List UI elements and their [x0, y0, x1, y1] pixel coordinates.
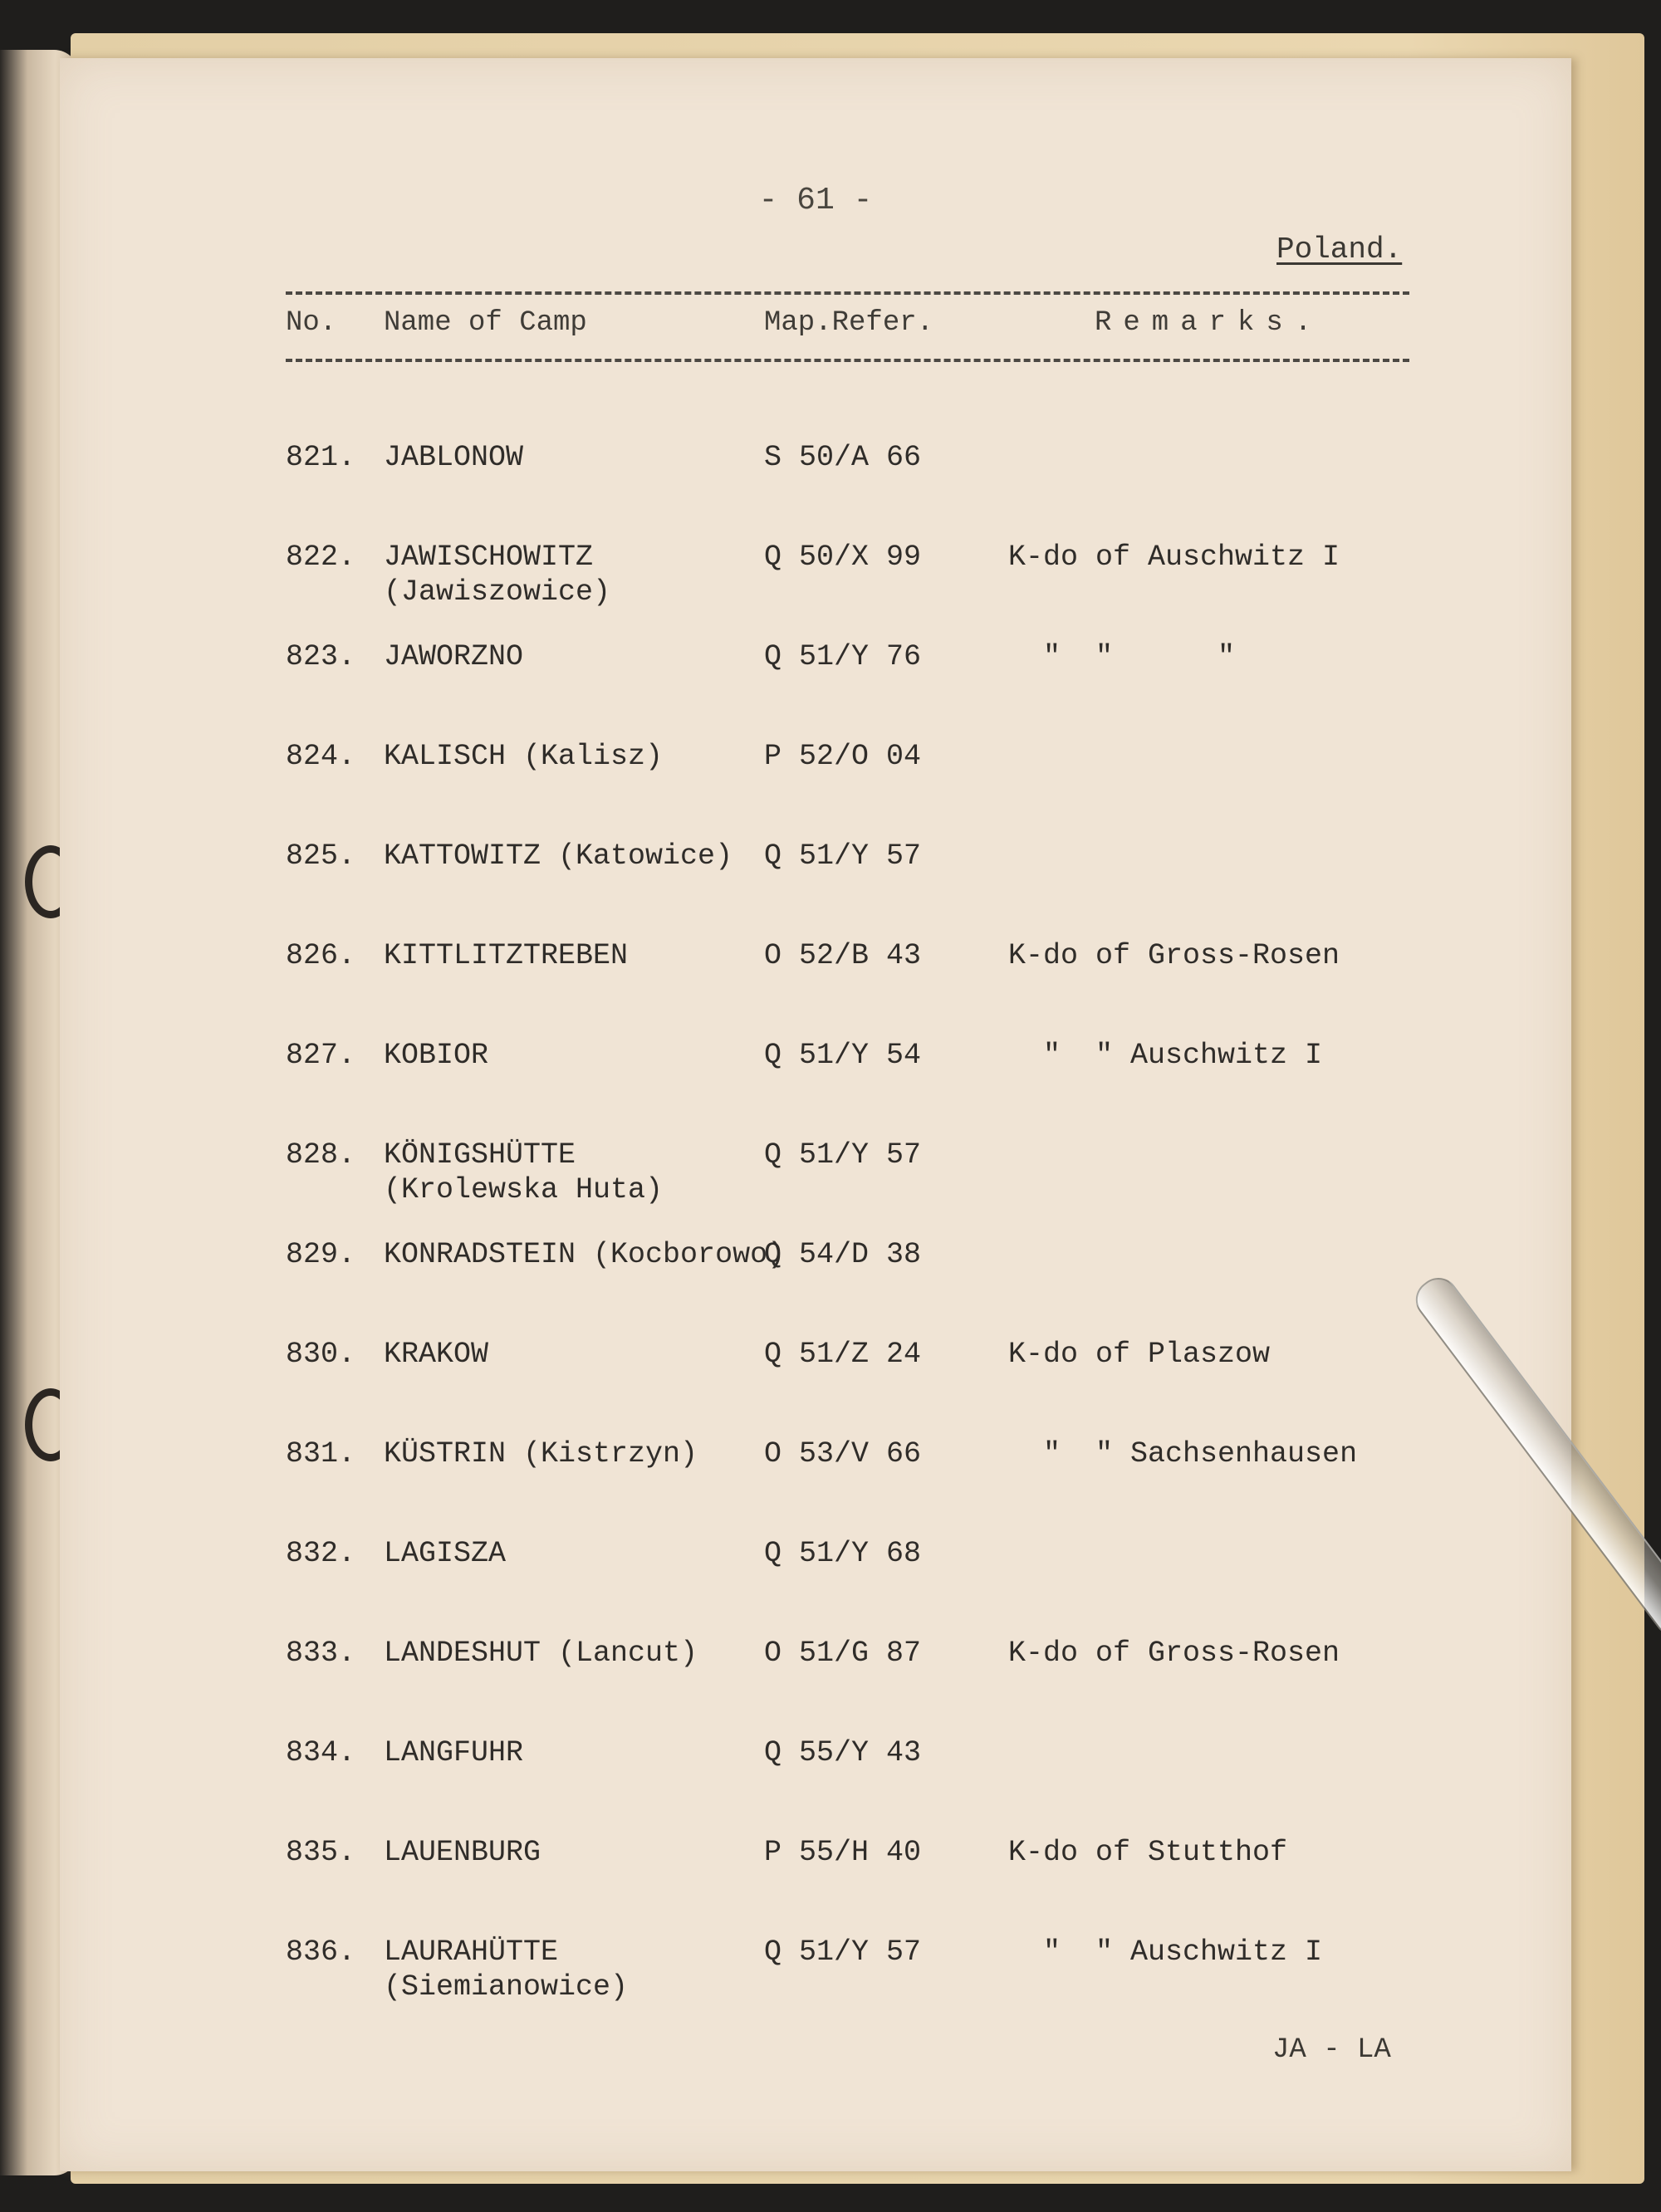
map-reference: Q 51/Z 24 [764, 1338, 922, 1371]
row-number: 830. [286, 1338, 356, 1371]
map-reference: P 52/O 04 [764, 740, 922, 773]
row-number: 836. [286, 1936, 356, 1969]
footer-range-code: JA - LA [1272, 2034, 1391, 2066]
row-number: 828. [286, 1138, 356, 1172]
country-heading: Poland. [1276, 232, 1403, 267]
camp-name: JABLONOW [384, 441, 524, 474]
camp-name: KONRADSTEIN (Kocborowo) [384, 1238, 786, 1271]
map-reference: Q 51/Y 76 [764, 640, 922, 673]
remarks: K-do of Plaszow [1008, 1338, 1271, 1371]
row-number: 832. [286, 1537, 356, 1570]
row-number: 824. [286, 740, 356, 773]
row-number: 823. [286, 640, 356, 673]
map-reference: Q 50/X 99 [764, 541, 922, 574]
row-number: 831. [286, 1437, 356, 1471]
map-reference: Q 51/Y 57 [764, 1936, 922, 1969]
page-number: - 61 - [758, 183, 873, 218]
row-number: 821. [286, 441, 356, 474]
row-number: 822. [286, 541, 356, 574]
map-reference: Q 54/D 38 [764, 1238, 922, 1271]
camp-name: KALISCH (Kalisz) [384, 740, 664, 773]
row-number: 825. [286, 839, 356, 873]
camp-name: JAWISCHOWITZ (Jawiszowice) [384, 541, 611, 609]
row-number: 827. [286, 1039, 356, 1072]
column-header-no: No. [286, 307, 337, 339]
camp-name: LAURAHÜTTE (Siemianowice) [384, 1936, 629, 2004]
dashed-rule-top [286, 291, 1409, 295]
camp-name: LAGISZA [384, 1537, 507, 1570]
row-number: 834. [286, 1736, 356, 1769]
remarks: K-do of Stutthof [1008, 1836, 1288, 1869]
row-number: 829. [286, 1238, 356, 1271]
map-reference: Q 51/Y 57 [764, 1138, 922, 1172]
camp-name: KRAKOW [384, 1338, 489, 1371]
map-reference: O 53/V 66 [764, 1437, 922, 1471]
camp-name: LANDESHUT (Lancut) [384, 1637, 698, 1670]
camp-name: KITTLITZTREBEN [384, 939, 629, 972]
remarks: K-do of Gross-Rosen [1008, 1637, 1340, 1670]
camp-name: KOBIOR [384, 1039, 489, 1072]
column-header-map: Map.Refer. [764, 307, 934, 339]
remarks: " " Sachsenhausen [1008, 1437, 1358, 1471]
column-header-remarks: Remarks. [1095, 307, 1324, 339]
camp-name: KÖNIGSHÜTTE (Krolewska Huta) [384, 1138, 664, 1206]
map-reference: O 52/B 43 [764, 939, 922, 972]
camp-name: JAWORZNO [384, 640, 524, 673]
column-header-name: Name of Camp [384, 307, 587, 339]
row-number: 835. [286, 1836, 356, 1869]
camp-name: KÜSTRIN (Kistrzyn) [384, 1437, 698, 1471]
camp-name: KATTOWITZ (Katowice) [384, 839, 733, 873]
remarks: K-do of Gross-Rosen [1008, 939, 1340, 972]
remarks: " " " [1008, 640, 1236, 673]
remarks: " " Auschwitz I [1008, 1039, 1323, 1072]
map-reference: P 55/H 40 [764, 1836, 922, 1869]
camp-name: LANGFUHR [384, 1736, 524, 1769]
dashed-rule-bottom [286, 359, 1409, 362]
map-reference: Q 51/Y 54 [764, 1039, 922, 1072]
map-reference: O 51/G 87 [764, 1637, 922, 1670]
row-number: 826. [286, 939, 356, 972]
map-reference: Q 51/Y 57 [764, 839, 922, 873]
remarks: " " Auschwitz I [1008, 1936, 1323, 1969]
map-reference: S 50/A 66 [764, 441, 922, 474]
remarks: K-do of Auschwitz I [1008, 541, 1340, 574]
row-number: 833. [286, 1637, 356, 1670]
map-reference: Q 51/Y 68 [764, 1537, 922, 1570]
map-reference: Q 55/Y 43 [764, 1736, 922, 1769]
camp-name: LAUENBURG [384, 1836, 541, 1869]
document-page [60, 58, 1571, 2171]
